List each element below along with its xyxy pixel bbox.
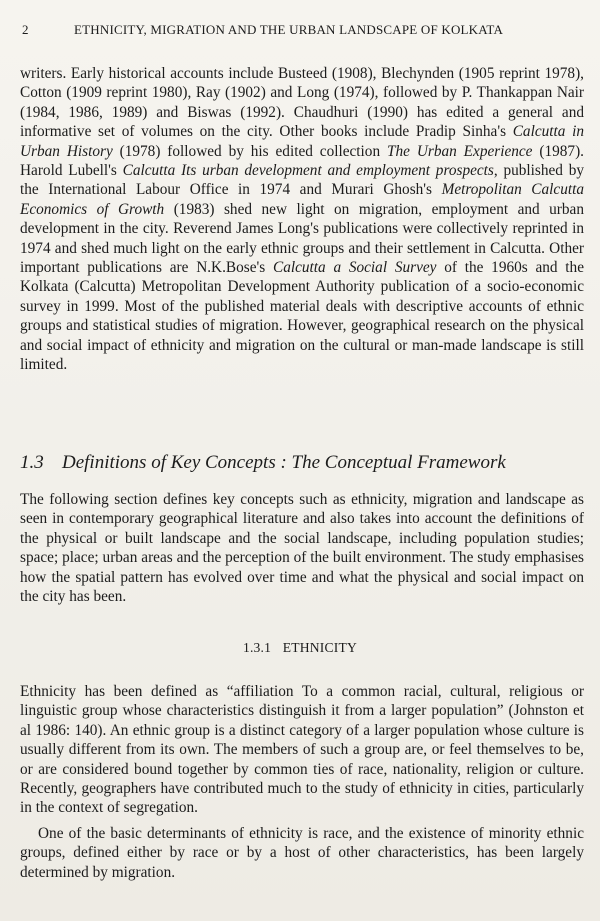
- paragraph-race-determinant: One of the basic determinants of ethnicity is race, and the existence of minority ethnic groups, defined either by race or by a host of other characteristics, has been largely determined by migration.: [20, 825, 584, 881]
- running-head: [22, 22, 586, 38]
- book-title-calcutta-social-survey: Calcutta a Social Survey: [273, 259, 437, 277]
- page-number: 2: [22, 22, 29, 37]
- text-run: , published by the International Labour Office in 1974 and Murari Ghosh's: [20, 162, 584, 199]
- section-title: Definitions of Key Concepts : The Conceptual Framework: [62, 452, 506, 473]
- section-heading-1-3: [20, 452, 580, 474]
- text-run: writers. Early historical accounts include Busteed (1908), Blechynden (1905 reprint 1978), Cotton (1909 reprint 1980), Ray (1902) and Long (1974), followed by P. Thankappan Nair (1984, 1986, 1989) and Biswas (1992). Chaudhuri (1990) has edited a general and informative set of volumes on the city. Other books include Pradip Sinha's: [20, 65, 584, 141]
- subsection-heading-1-3-1: [0, 640, 600, 656]
- text-run: (1983) shed new light on migration, employment and urban development in the city. Reverend James Long's publications were collectively reprinted in 1974 and shed much light on the early ethnic groups and their settlement in Calcutta. Other important publications are N.K.Bose's: [20, 200, 584, 277]
- subsection-number: 1.3.1: [242, 640, 272, 655]
- text-run: (1978) followed by his edited collection: [112, 142, 387, 160]
- paragraph-key-concepts: The following section defines key concepts such as ethnicity, migration and landscape as seen in contemporary geographical literature and also takes into account the definitions of the physical or built landscape and the social landscape, including population studies; space; place; urban areas and the perception of the built environment. The study emphasises how the spatial pattern has evolved over time and what the physical and social impact on the city has been.: [20, 491, 584, 606]
- book-title-the-urban-experience: The Urban Experience: [387, 142, 533, 160]
- text-run: of the 1960s and the Kolkata (Calcutta) Metropolitan Development Authority publication of a socio-economic survey in 1999. Most of the published material deals with descriptive accounts of ethnic groups and statistical studies of migration. However, geographical research on the physical and social impact of ethnicity and migration on the cultural or man-made landscape is still limited.: [20, 259, 584, 374]
- running-title: ETHNICITY, MIGRATION AND THE URBAN LANDSCAPE OF KOLKATA: [74, 22, 504, 37]
- book-title-calcutta-urban-development: Calcutta Its urban development and employment prospects: [122, 162, 494, 180]
- paragraph-literature-review: [20, 64, 584, 375]
- book-title-metropolitan-calcutta: Metropolitan Calcutta Economics of Growth: [20, 181, 584, 218]
- subsection-title: ETHNICITY: [282, 640, 358, 655]
- text-run: (1987). Harold Lubell's: [20, 142, 584, 180]
- book-title-calcutta-in-urban-history: Calcutta in Urban History: [20, 123, 584, 160]
- section-number: 1.3: [20, 452, 44, 473]
- paragraph-ethnicity-definition: Ethnicity has been defined as “affiliation To a common racial, cultural, religious or linguistic group whose characteristics distinguish it from a larger population” (Johnston et al 1986: 140). An ethnic group is a distinct category of a larger population whose culture is usually different from its own. The members of such a group are, or feel themselves to be, or are considered bound together by common ties of race, nationality, religion or culture. Recently, geographers have contributed much to the study of ethnicity in cities, particularly in the context of segregation.: [20, 683, 584, 817]
